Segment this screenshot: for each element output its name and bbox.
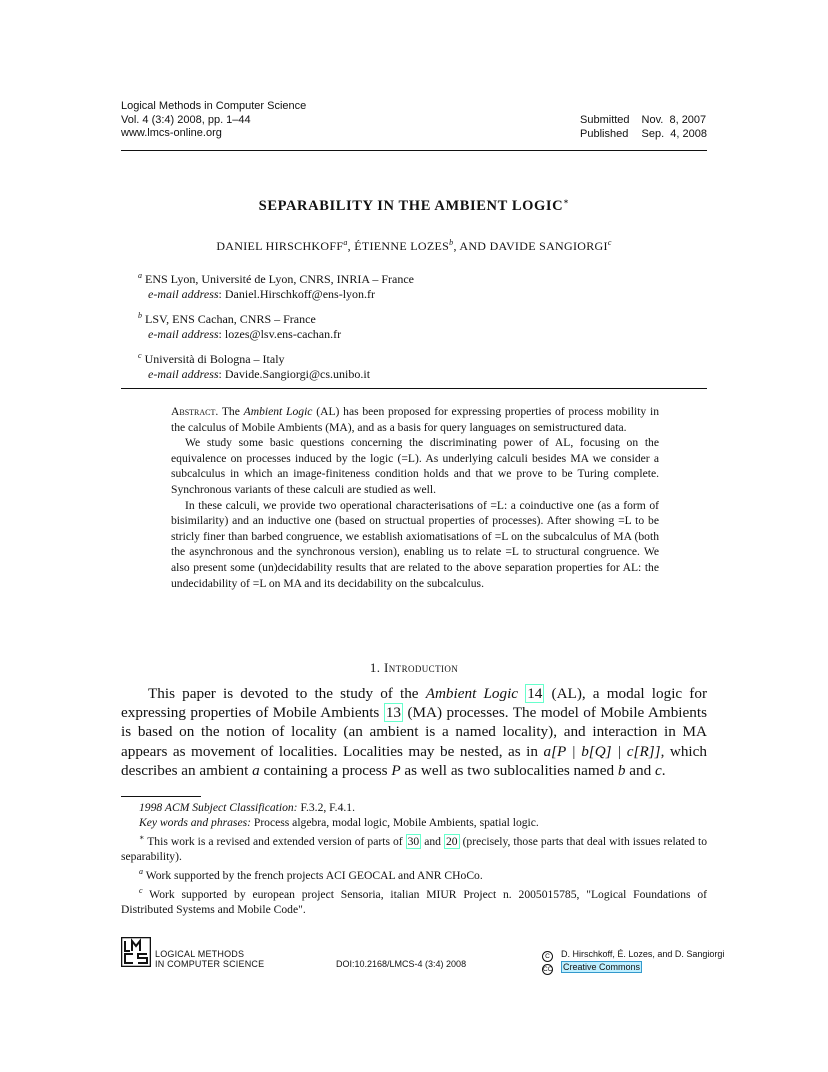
abstract-label: Abstract. [171,405,219,418]
footnote-label: 1998 ACM Subject Classification: [139,801,298,814]
email-label: e-mail address [148,367,219,381]
email-label: e-mail address [148,327,219,341]
header-rule [121,150,707,151]
citation-link[interactable]: 30 [407,834,420,848]
author-1: DANIEL HIRSCHKOFF [216,239,344,253]
author-separator: , AND [453,239,490,253]
footnote-text: Work supported by the french projects ACI GEOCAL and ANR CHoCo. [143,868,483,882]
intro-text: containing a process [259,761,392,779]
section-number: 1. [369,660,381,675]
author-3: DAVIDE SANGIORGI [489,239,608,253]
footnote-mark: a [139,866,143,876]
email-address[interactable]: lozes@lsv.ens-cachan.fr [224,327,342,341]
author-separator: , [347,239,355,253]
intro-text: This paper is devoted to the study of the [148,685,426,702]
footnote-rule [121,796,201,797]
logo-line-2: IN COMPUTER SCIENCE [155,959,265,969]
author-2: ÉTIENNE LOZES [354,239,450,253]
intro-paragraph [121,684,707,780]
affiliation-b: $^b$ LSV, ENS Cachan, CNRS – France e-mail address: lozes@lsv.ens-cachan.fr [138,311,342,341]
doi[interactable]: DOI:10.2168/LMCS-4 (3:4) 2008 [336,959,467,969]
footnote-text: Work supported by european project Sensoria, italian MIUR Project n. 2005015785, "Logical Foundations of Distributed Systems and Mobile Code". [121,887,707,916]
footnote-mark: ∗ [139,833,145,842]
creative-commons-icon: CC [543,966,553,973]
intro-text: , which describes an ambient [121,742,707,779]
intro-text: (MA) processes. The model of Mobile Ambients is based on the notion of locality (an ambient is a named locality), and interaction in MA appears as movement of localities. Localities may be nested, as in [121,704,707,760]
footnote-label: Key words and phrases: [139,816,251,829]
abstract-paragraph-1 [171,404,659,435]
footnotes [121,800,707,917]
intro-variable: b [617,761,626,779]
intro-formula: a[P | b[Q] | c[R]] [543,742,661,760]
section-title: Introduction [384,660,459,675]
footnote-mark: c [139,885,143,895]
journal-website[interactable]: www.lmcs-online.org [121,127,222,139]
copyright-icon: C [542,951,553,962]
title-text: SEPARABILITY IN THE AMBIENT LOGIC [258,197,564,214]
abstract-emphasis: Ambient Logic [243,405,313,418]
paper-title [0,196,828,215]
submitted-label: Submitted [580,114,630,126]
abstract-paragraph-3: In these calculi, we provide two operational characterisations of =L: a coinductive one (as a form of bisimilarity) and an inductive one (based on structual properties of processes). After showing =L to be stricly finer than barbed congruence, we establish axiomatisations of =L on the subcalculus of MA (both the asynchronous and the synchronous version), enabling us to relate =L to structural congruence. We also present some (un)decidability results that are related to the above separation properties for AL: the undecidability of =L on MA and its decidability on the subcalculus. [171,498,659,590]
intro-text: as well as two sublocalities named [400,761,618,779]
footnote-text: (precisely, those parts that deal with issues related to separability). [121,834,708,863]
footnote-acm [121,800,707,815]
footnote-text: and [421,834,444,848]
copyright-block [542,949,724,975]
journal-name: Logical Methods in Computer Science [121,100,307,112]
author-list [0,238,828,254]
title-footnote-mark: ∗ [563,197,570,206]
affiliation-rule [121,388,707,389]
journal-logo-text [155,949,264,969]
affiliation-mark: b [138,311,142,320]
introduction-body [121,684,707,780]
footnote-a [121,864,707,883]
logo-line-1: LOGICAL METHODS [155,949,245,959]
affiliation-institution: LSV, ENS Cachan, CNRS – France [145,312,316,326]
footnote-star [121,830,707,864]
affiliation-institution: ENS Lyon, Université de Lyon, CNRS, INRIA – France [145,272,414,286]
license-link[interactable]: Creative Commons [563,962,641,972]
journal-volume: Vol. 4 (3:4) 2008, pp. 1–44 [121,113,251,126]
author-3-mark: c [607,238,612,247]
intro-emphasis: Ambient Logic [425,685,519,702]
footnote-text: Process algebra, modal logic, Mobile Ambients, spatial logic. [250,816,539,829]
footnote-text: F.3.2, F.4.1. [297,801,355,814]
intro-variable: a [252,761,260,779]
section-heading [0,660,828,676]
citation-link[interactable]: 13 [385,704,402,722]
author-2-mark: b [449,238,454,247]
intro-text: . [661,761,666,779]
author-1-mark: a [343,238,348,247]
intro-variable: c [654,761,662,779]
abstract-text: The [221,405,244,418]
footnote-keywords [121,815,707,830]
lmcs-logo-icon [121,937,151,967]
published-date: Sep. 4, 2008 [641,127,707,140]
affiliation-c: $^c$ Università di Bologna – Italy e-mail address: Davide.Sangiorgi@cs.unibo.it [138,351,371,381]
citation-link[interactable]: 14 [527,685,543,702]
email-address[interactable]: Daniel.Hirschkoff@ens-lyon.fr [224,287,376,301]
email-label: e-mail address [148,287,219,301]
affiliation-mark: c [138,351,142,360]
footnote-text: This work is a revised and extended version of parts of [144,834,406,848]
email-address[interactable]: Davide.Sangiorgi@cs.unibo.it [224,367,371,381]
submitted-date: Nov. 8, 2007 [641,114,707,126]
copyright-holders: D. Hirschkoff, É. Lozes, and D. Sangiorgi [561,949,725,959]
intro-variable: P [391,761,401,779]
affiliation-institution: Università di Bologna – Italy [144,352,285,366]
intro-text: and [625,761,655,779]
abstract-paragraph-2: We study some basic questions concerning the discriminating power of AL, focusing on the equivalence on processes induced by the logic (=L). As underlying calculi besides MA we consider a subcalculus in which an image-finiteness condition holds and that we prove to be Turing complete. Synchronous variants of these calculi are studied as well. [171,436,659,496]
affiliation-a: $^a$ ENS Lyon, Université de Lyon, CNRS, INRIA – France e-mail address: Daniel.Hirschkoff@ens-lyon.fr [138,271,414,301]
intro-text: (AL), a modal logic for expressing properties of Mobile Ambients [121,685,708,722]
abstract-text: (AL) has been proposed for expressing properties of process mobility in the calculus of Mobile Ambients (MA), and as a basis for query languages on semistructured data. [171,405,659,434]
published-label: Published [580,127,629,140]
citation-link[interactable]: 20 [445,834,458,848]
affiliation-mark: a [138,271,142,280]
journal-info [121,100,306,141]
submission-dates [580,114,707,141]
footnote-c [121,883,707,917]
abstract [171,404,659,591]
